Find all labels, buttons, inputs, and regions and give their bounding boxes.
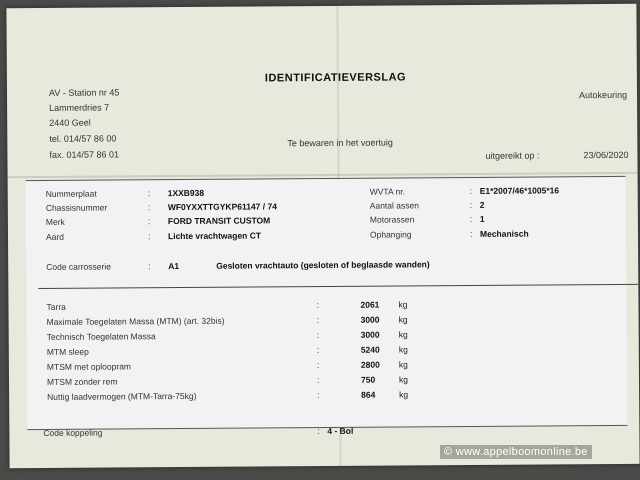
mass-label: MTSM met oploopram bbox=[46, 361, 132, 372]
mass-label: Maximale Toegelaten Massa (MTM) (art. 32bis) bbox=[46, 315, 225, 327]
kind-value: Lichte vrachtwagen CT bbox=[167, 230, 262, 242]
coupling-label: Code koppeling bbox=[43, 427, 103, 438]
colon: : bbox=[316, 315, 320, 326]
colon: : bbox=[317, 390, 320, 401]
colon: : bbox=[147, 216, 151, 227]
colon: : bbox=[317, 426, 320, 437]
body-description: Gesloten vrachtauto (gesloten of beglaasde wanden) bbox=[216, 259, 430, 271]
mass-unit: kg bbox=[398, 329, 408, 340]
kind-label: Aard bbox=[45, 231, 65, 242]
issued-date: 23/06/2020 bbox=[583, 149, 629, 161]
colon: : bbox=[469, 185, 473, 196]
chassis-value: WF0YXXTTGYKP61147 / 74 bbox=[167, 201, 277, 213]
mass-unit: kg bbox=[398, 299, 408, 310]
mass-value: 3000 bbox=[360, 314, 380, 325]
inspection-document bbox=[6, 4, 639, 468]
mass-unit: kg bbox=[398, 314, 408, 325]
colon: : bbox=[469, 199, 473, 210]
chassis-label: Chassisnummer bbox=[45, 202, 108, 213]
mass-label: Nuttig laadvermogen (MTM-Tarra-75kg) bbox=[47, 390, 197, 402]
colon: : bbox=[316, 345, 320, 356]
mass-unit: kg bbox=[398, 374, 409, 385]
mass-unit: kg bbox=[398, 344, 408, 355]
mass-unit: kg bbox=[399, 389, 409, 400]
mass-value: 2800 bbox=[360, 359, 380, 370]
address-line-1: AV - Station nr 45 bbox=[48, 87, 120, 98]
colon: : bbox=[316, 300, 320, 311]
colon: : bbox=[147, 231, 151, 242]
colon: : bbox=[316, 360, 320, 371]
suspension-label: Ophanging bbox=[369, 229, 412, 240]
mass-value: 3000 bbox=[360, 329, 380, 340]
body-code-label: Code carrosserie bbox=[46, 261, 111, 272]
mass-value: 2061 bbox=[360, 299, 380, 310]
issued-label: uitgereikt op : bbox=[485, 150, 540, 161]
make-label: Merk bbox=[45, 216, 65, 227]
address-line-2: Lammerdries 7 bbox=[49, 102, 110, 113]
mass-label: MTSM zonder rem bbox=[46, 376, 118, 387]
colon: : bbox=[148, 261, 151, 272]
document-title: IDENTIFICATIEVERSLAG bbox=[264, 71, 407, 85]
plate-label: Nummerplaat bbox=[45, 188, 97, 199]
coupling-value: 4 - Bol bbox=[327, 425, 354, 436]
address-line-3: 2440 Geel bbox=[49, 117, 91, 128]
body-code-value: A1 bbox=[168, 261, 180, 272]
mass-value: 5240 bbox=[360, 344, 380, 355]
keep-in-vehicle-note: Te bewaren in het voertuig bbox=[287, 137, 393, 149]
mass-label: Tarra bbox=[46, 301, 66, 312]
suspension-value: Mechanisch bbox=[479, 228, 529, 239]
wvta-value: E1*2007/46*1005*16 bbox=[479, 185, 560, 196]
mass-value: 864 bbox=[361, 389, 376, 400]
make-value: FORD TRANSIT CUSTOM bbox=[167, 215, 271, 227]
colon: : bbox=[316, 330, 320, 341]
motor-axles-value: 1 bbox=[479, 213, 485, 224]
axles-label: Aantal assen bbox=[369, 200, 419, 211]
document-type: Autokeuring bbox=[578, 89, 628, 101]
wvta-label: WVTA nr. bbox=[369, 186, 406, 197]
colon: : bbox=[316, 375, 320, 386]
plate-value: 1XXB938 bbox=[167, 187, 205, 199]
axles-value: 2 bbox=[479, 199, 485, 210]
mass-label: MTM sleep bbox=[46, 346, 89, 357]
address-fax: fax. 014/57 86 01 bbox=[49, 149, 120, 160]
address-phone: tel. 014/57 86 00 bbox=[49, 133, 117, 144]
mass-unit: kg bbox=[398, 359, 408, 370]
motor-axles-label: Motorassen bbox=[369, 214, 415, 225]
colon: : bbox=[147, 188, 151, 199]
mass-label: Technisch Toegelaten Massa bbox=[46, 331, 156, 342]
mass-value: 750 bbox=[360, 374, 376, 385]
colon: : bbox=[469, 228, 473, 239]
colon: : bbox=[147, 202, 151, 213]
colon: : bbox=[469, 213, 473, 224]
watermark: © www.appelboomonline.be bbox=[440, 445, 592, 459]
